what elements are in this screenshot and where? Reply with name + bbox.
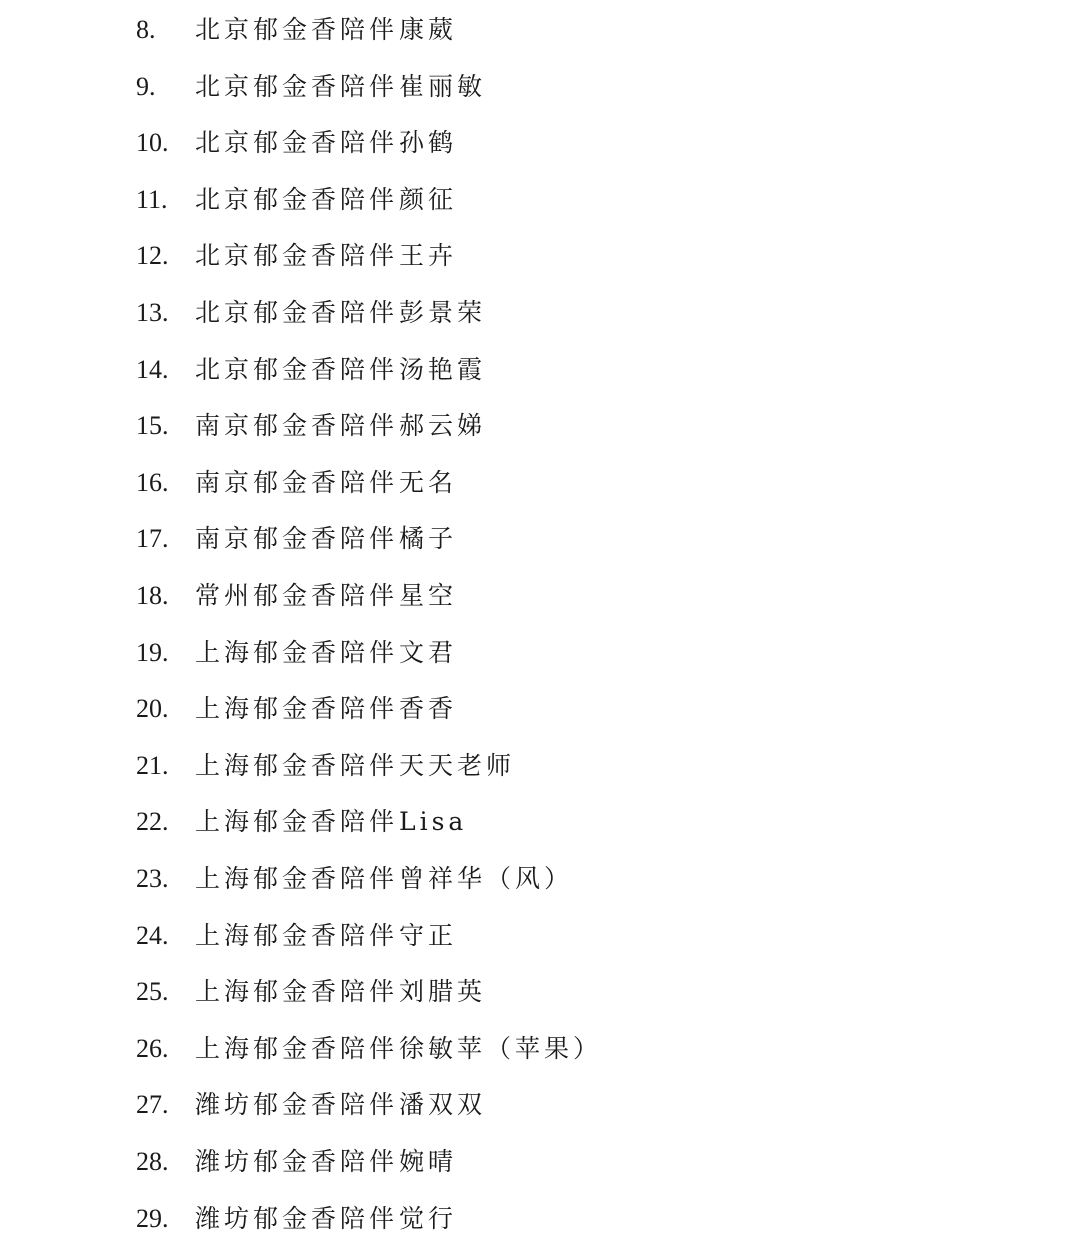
list-item bbox=[0, 794, 1080, 851]
item-number: 26. bbox=[136, 1033, 169, 1063]
item-organization: 北京郁金香陪伴 bbox=[195, 241, 399, 271]
item-person-name: 文君 bbox=[399, 637, 458, 667]
item-person-name: 觉行 bbox=[399, 1203, 458, 1233]
item-person-name: 无名 bbox=[399, 467, 458, 497]
list-item bbox=[0, 1191, 1080, 1247]
item-organization: 北京郁金香陪伴 bbox=[195, 71, 399, 101]
list-item bbox=[0, 1021, 1080, 1078]
item-organization: 上海郁金香陪伴 bbox=[195, 750, 399, 780]
item-number: 28. bbox=[136, 1147, 169, 1176]
list-item bbox=[0, 1077, 1080, 1134]
item-person-name: 徐敏苹（苹果） bbox=[399, 1033, 603, 1063]
item-organization: 潍坊郁金香陪伴 bbox=[195, 1090, 399, 1120]
list-item bbox=[0, 285, 1080, 342]
item-person-name: 孙鹤 bbox=[399, 128, 458, 158]
list-item bbox=[0, 398, 1080, 455]
item-person-name: 橘子 bbox=[399, 524, 458, 554]
item-organization: 北京郁金香陪伴 bbox=[195, 15, 399, 44]
item-person-name: 郝云娣 bbox=[399, 411, 487, 441]
item-organization: 上海郁金香陪伴 bbox=[195, 1033, 399, 1063]
item-organization: 北京郁金香陪伴 bbox=[195, 354, 399, 384]
item-number: 25. bbox=[136, 977, 169, 1007]
list-item bbox=[0, 568, 1080, 625]
item-number: 11. bbox=[136, 184, 168, 214]
list-item bbox=[0, 964, 1080, 1021]
item-person-name: 婉晴 bbox=[399, 1147, 458, 1176]
item-person-name: 王卉 bbox=[399, 241, 458, 271]
item-number: 12. bbox=[136, 241, 169, 271]
list-item bbox=[0, 59, 1080, 116]
list-item bbox=[0, 228, 1080, 285]
list-item bbox=[0, 511, 1080, 568]
item-organization: 潍坊郁金香陪伴 bbox=[195, 1147, 399, 1176]
item-person-name: 颜征 bbox=[399, 184, 458, 214]
item-person-name: 守正 bbox=[399, 920, 458, 950]
list-item bbox=[0, 851, 1080, 908]
item-number: 17. bbox=[136, 524, 169, 554]
item-organization: 北京郁金香陪伴 bbox=[195, 184, 399, 214]
item-person-name: 星空 bbox=[399, 581, 458, 610]
item-organization: 南京郁金香陪伴 bbox=[195, 411, 399, 441]
list-item bbox=[0, 738, 1080, 795]
item-organization: 上海郁金香陪伴 bbox=[195, 864, 399, 893]
item-number: 27. bbox=[136, 1090, 169, 1120]
item-number: 13. bbox=[136, 298, 169, 327]
item-organization: 南京郁金香陪伴 bbox=[195, 524, 399, 554]
list-item bbox=[0, 342, 1080, 399]
item-organization: 潍坊郁金香陪伴 bbox=[195, 1203, 399, 1233]
item-person-name: 刘腊英 bbox=[399, 977, 487, 1007]
list-item bbox=[0, 681, 1080, 738]
list-item bbox=[0, 2, 1080, 59]
item-organization: 上海郁金香陪伴 bbox=[195, 920, 399, 950]
item-number: 8. bbox=[136, 15, 156, 44]
item-organization: 上海郁金香陪伴 bbox=[195, 977, 399, 1007]
list-item bbox=[0, 908, 1080, 965]
item-person-name: 天天老师 bbox=[399, 750, 516, 780]
item-organization: 上海郁金香陪伴 bbox=[195, 807, 399, 837]
item-person-name: 香香 bbox=[399, 694, 458, 724]
item-person-name: 汤艳霞 bbox=[399, 354, 487, 384]
item-number: 18. bbox=[136, 581, 169, 610]
item-person-name: Lisa bbox=[399, 807, 468, 837]
item-organization: 北京郁金香陪伴 bbox=[195, 128, 399, 158]
item-number: 21. bbox=[136, 750, 169, 780]
item-number: 16. bbox=[136, 467, 169, 497]
item-number: 29. bbox=[136, 1203, 169, 1233]
item-number: 15. bbox=[136, 411, 169, 441]
item-number: 24. bbox=[136, 920, 169, 950]
item-organization: 南京郁金香陪伴 bbox=[195, 467, 399, 497]
item-number: 14. bbox=[136, 354, 169, 384]
list-item bbox=[0, 455, 1080, 512]
item-organization: 上海郁金香陪伴 bbox=[195, 694, 399, 724]
item-organization: 上海郁金香陪伴 bbox=[195, 637, 399, 667]
item-number: 19. bbox=[136, 637, 169, 667]
list-item bbox=[0, 1134, 1080, 1191]
list-item bbox=[0, 172, 1080, 229]
item-person-name: 康葳 bbox=[399, 15, 458, 44]
item-person-name: 彭景荣 bbox=[399, 298, 487, 327]
list-item bbox=[0, 115, 1080, 172]
list-item bbox=[0, 625, 1080, 682]
item-number: 9. bbox=[136, 71, 156, 101]
item-organization: 北京郁金香陪伴 bbox=[195, 298, 399, 327]
item-person-name: 曾祥华（风） bbox=[399, 864, 574, 893]
item-number: 20. bbox=[136, 694, 169, 724]
item-number: 22. bbox=[136, 807, 169, 837]
item-person-name: 潘双双 bbox=[399, 1090, 487, 1120]
item-organization: 常州郁金香陪伴 bbox=[195, 581, 399, 610]
item-number: 10. bbox=[136, 128, 169, 158]
item-number: 23. bbox=[136, 864, 169, 893]
item-person-name: 崔丽敏 bbox=[399, 71, 487, 101]
